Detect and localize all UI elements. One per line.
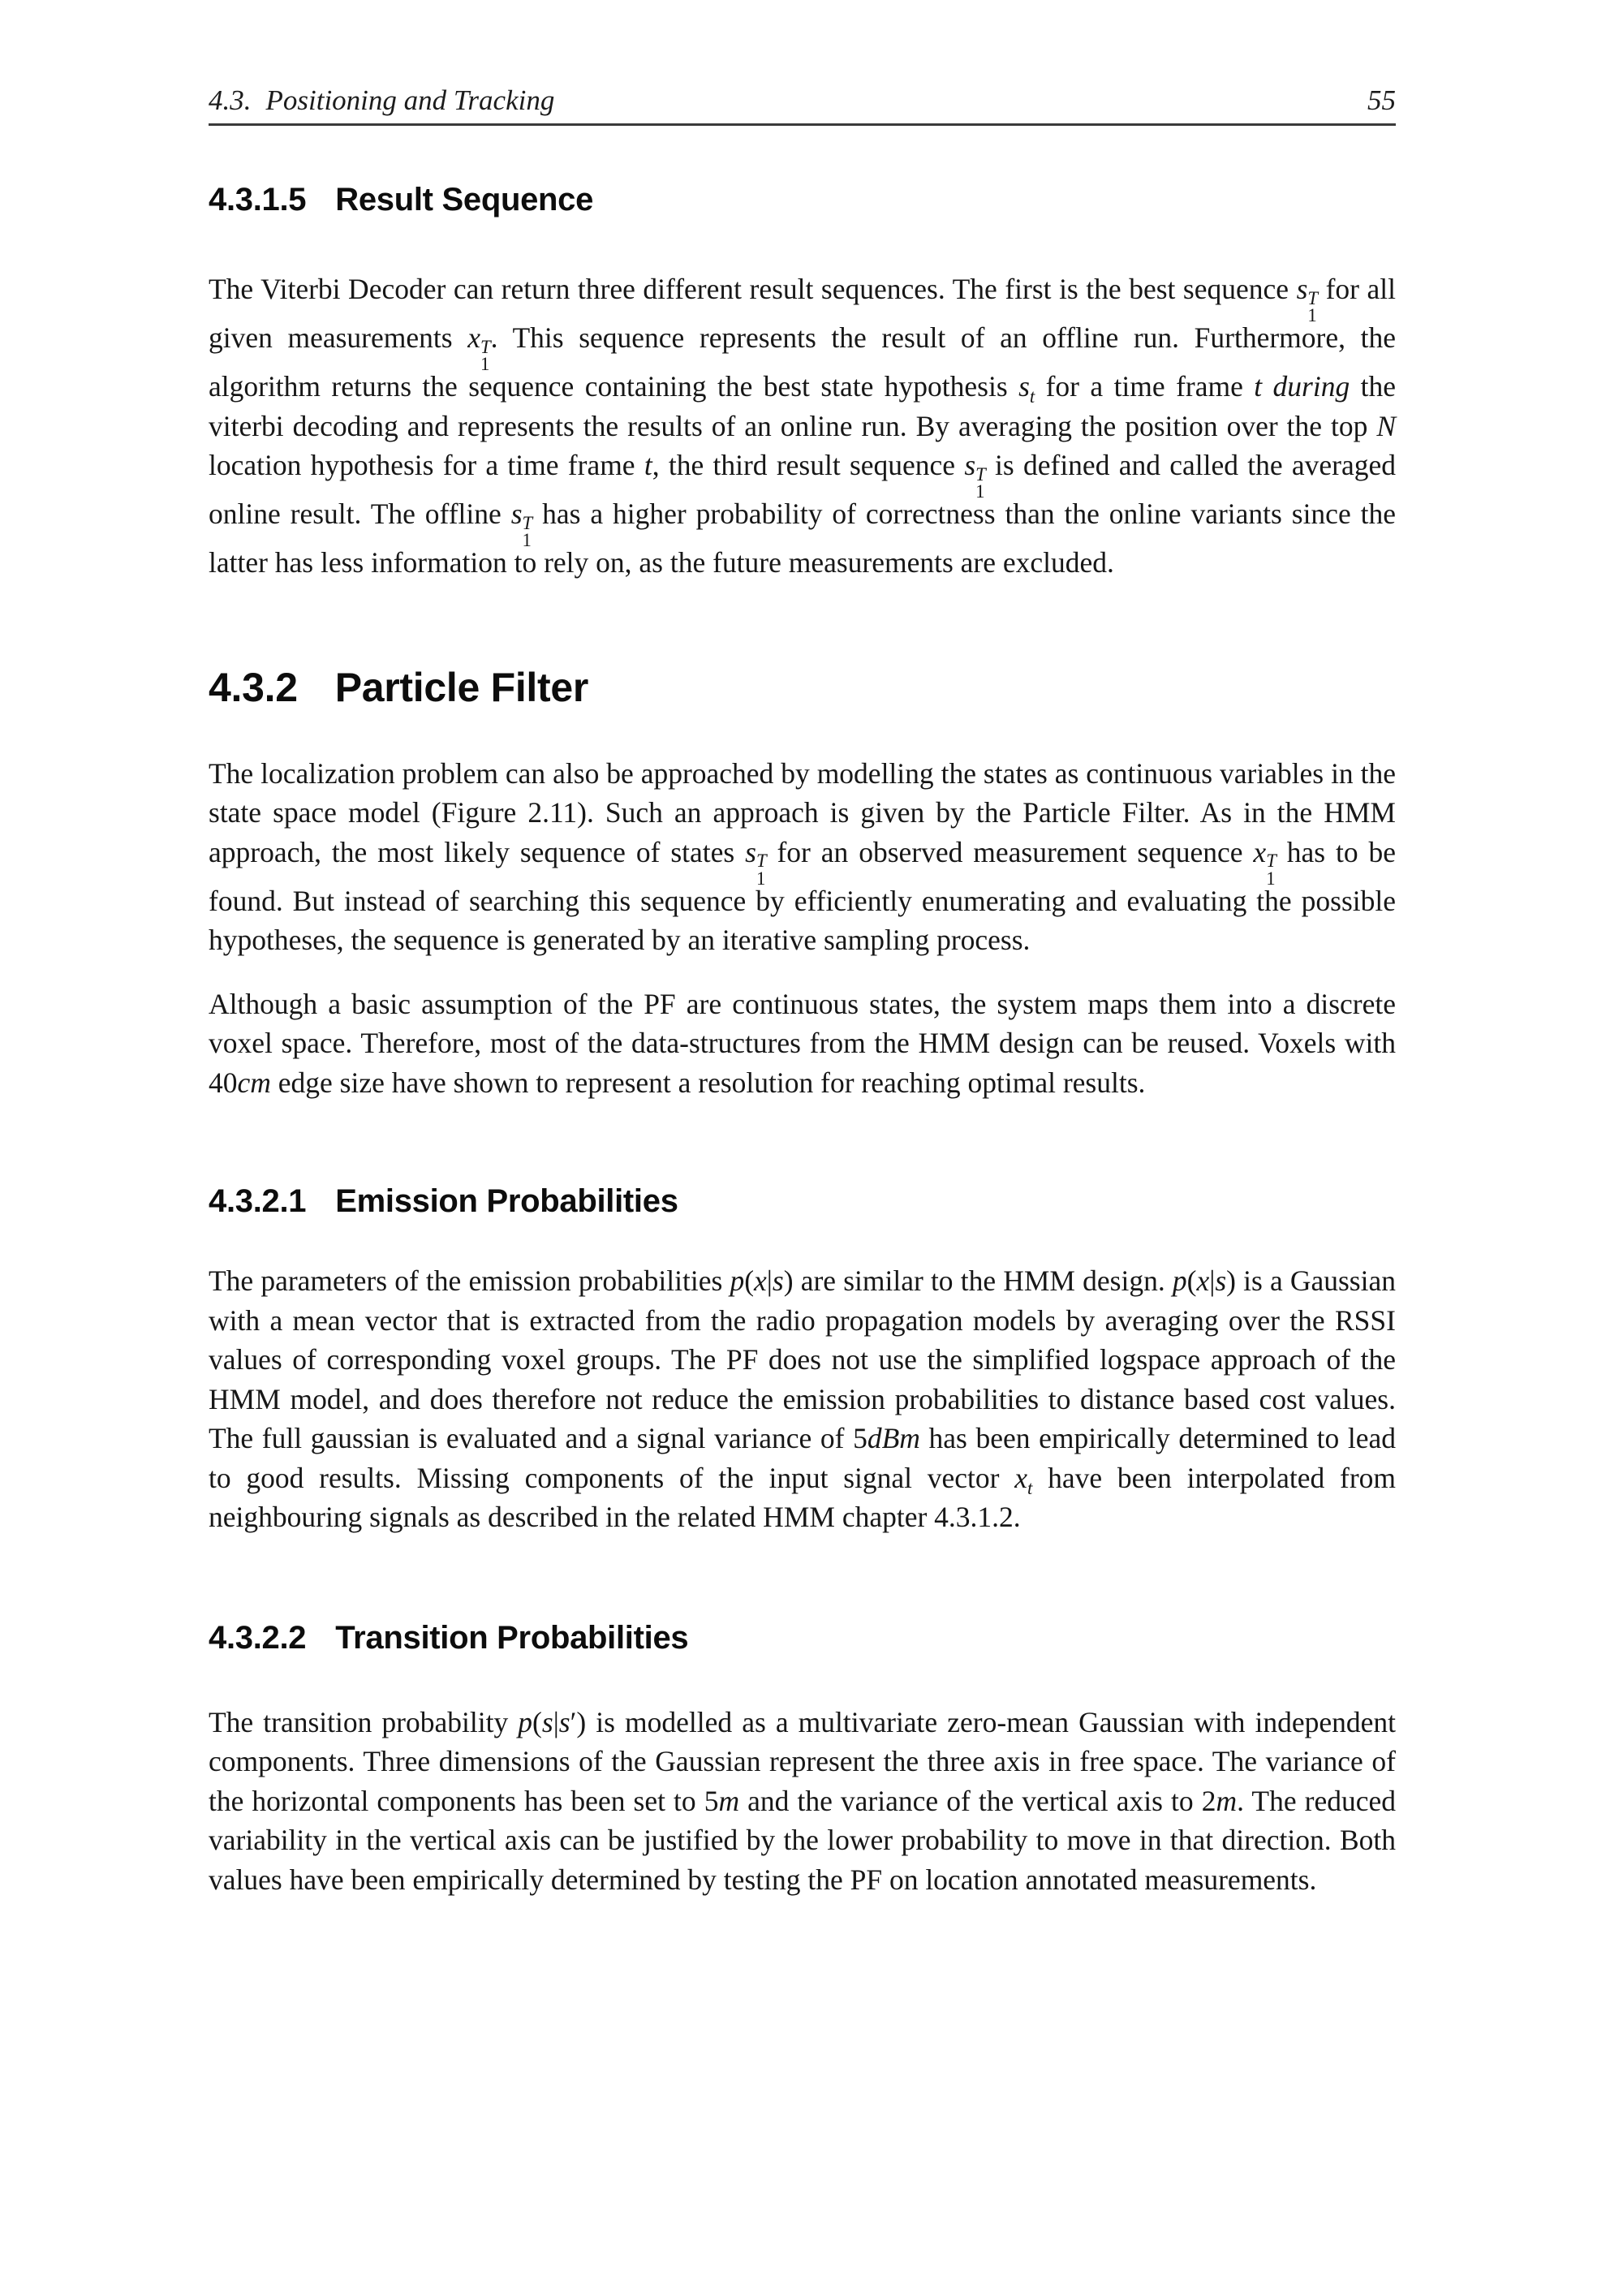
paragraph-transition-probabilities: The transition probability p(s|s′) is modelled as a multivariate zero-mean Gaussian with independent components. Three dimensions of the Gaussian represent the three axis in free space. The variance of the horizontal components has been set to 5m and the variance of the vertical axis to 2m. The reduced variability in the vertical axis can be justified by the lower probability to move in that direction. Both values have been empirically determined by testing the PF on location annotated measurements.	[209, 1705, 1396, 1896]
heading-title: Result Sequence	[335, 182, 594, 218]
paragraph-particle-filter-2: Although a basic assumption of the PF are continuous states, the system maps them into a discrete voxel space. Therefore, most of the data-structures from the HMM design can be reused. Voxels with 40cm edge size have shown to represent a resolution for reaching optimal results.	[209, 987, 1396, 1099]
section-heading-particle-filter	[209, 663, 1396, 712]
running-header-section	[209, 84, 554, 117]
heading-number: 4.3.2	[209, 664, 298, 710]
paragraph-emission-probabilities: The parameters of the emission probabilities p(x|s) are similar to the HMM design. p(x|s) is a Gaussian with a mean vector that is extracted from the radio propagation models by averaging over the RSSI values of corresponding voxel groups. The PF does not use the simplified logspace approach of the HMM model, and does therefore not reduce the emission probabilities to distance based cost values. The full gaussian is evaluated and a signal variance of 5dBm has been empirically determined to lead to good results. Missing components of the input signal vector $x_t$ have been interpolated from neighbouring signals as described in the related HMM chapter 4.3.1.2.	[209, 1264, 1397, 1534]
subsubsection-heading-result-sequence	[209, 180, 1396, 219]
page-number: 55	[1367, 84, 1396, 116]
heading-title: Transition Probabilities	[335, 1619, 689, 1656]
running-header-section-title: Positioning and Tracking	[265, 84, 555, 116]
running-header	[209, 0, 1396, 117]
subsubsection-heading-transition-probabilities	[209, 1618, 1396, 1657]
paragraph-particle-filter-1: The localization problem can also be approached by modelling the states as continuous variables in the state space model (Figure 2.11). Such an approach is given by the Particle Filter. As in the HMM approach, the most likely sequence of states s T 1 for an observed measurement sequence x T 1 has to be found. But instead of searching this sequence by efficiently enumerating and evaluating the possible hypotheses, the sequence is generated by an iterative sampling process.	[209, 756, 1396, 957]
page-content	[209, 0, 1396, 1899]
running-header-section-number: 4.3.	[209, 84, 252, 116]
heading-number: 4.3.1.5	[209, 182, 307, 218]
header-rule	[209, 123, 1396, 126]
subsubsection-heading-emission-probabilities	[209, 1182, 1396, 1221]
paragraph-result-sequence: The Viterbi Decoder can return three different result sequences. The first is the best sequence s T 1 for all given measurements x T 1 . This sequence represents the result of an offline run. Furthermore, the algorithm returns the sequence containing the best state hypothesis $s_t$ for a time frame t during the viterbi decoding and represents the results of an online run. By averaging the position over the top N location hypothesis for a time frame t, the third result sequence s T 1 is defined and called the averaged online result. The offline s T 1 has a higher probability of correctness than the online variants since the latter has less information to rely on, as the future measurements are excluded.	[209, 273, 1396, 579]
heading-number: 4.3.2.2	[209, 1619, 307, 1656]
heading-number: 4.3.2.1	[209, 1183, 307, 1220]
heading-title: Emission Probabilities	[335, 1183, 678, 1220]
heading-title: Particle Filter	[334, 664, 589, 710]
